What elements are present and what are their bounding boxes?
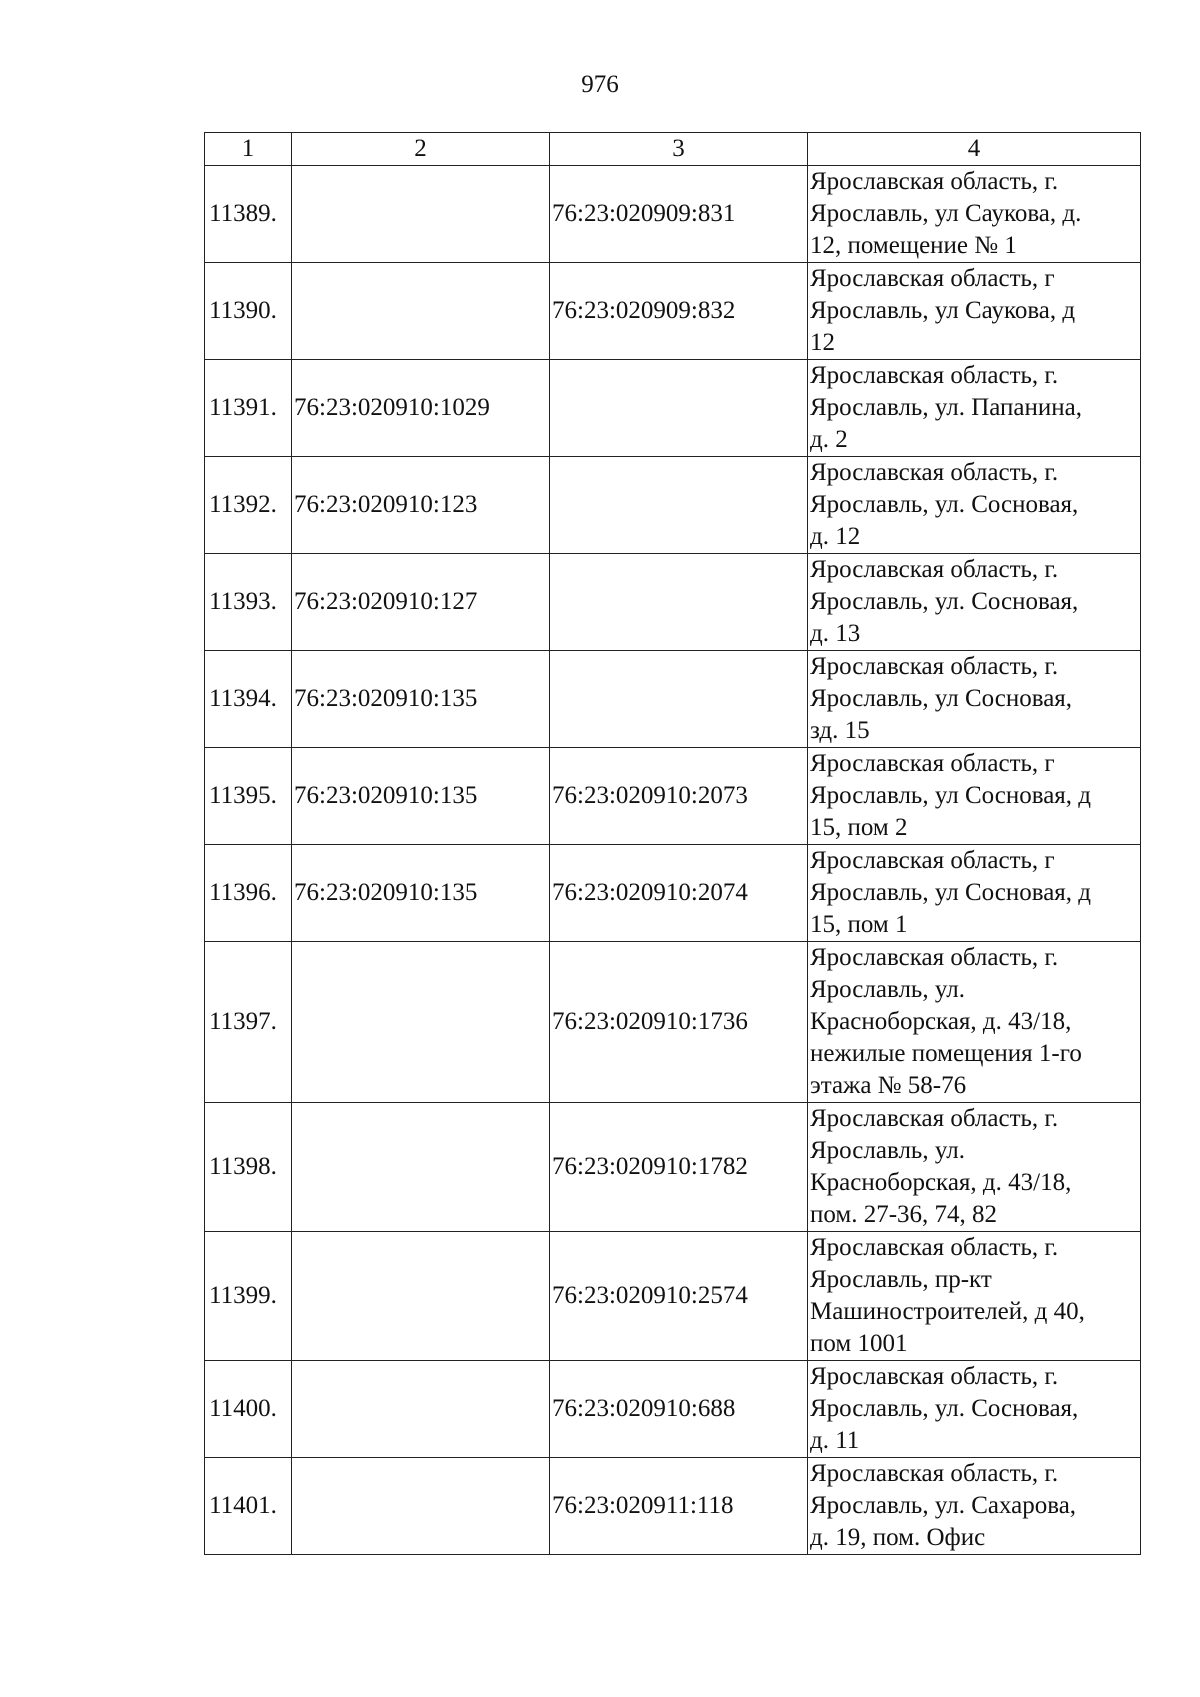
table-row bbox=[205, 554, 1141, 651]
row-number-cell: 11390. bbox=[205, 263, 292, 360]
table-row bbox=[205, 651, 1141, 748]
premises-cadastral-number-cell bbox=[550, 554, 808, 651]
cadastral-number-cell: 76:23:020910:135 bbox=[292, 845, 550, 942]
cadastral-number-cell bbox=[292, 942, 550, 1103]
table-row bbox=[205, 1361, 1141, 1458]
cadastral-number-cell bbox=[292, 1361, 550, 1458]
premises-cadastral-number-cell: 76:23:020909:831 bbox=[550, 166, 808, 263]
row-number-cell: 11398. bbox=[205, 1103, 292, 1232]
column-header-1: 1 bbox=[205, 133, 292, 166]
premises-cadastral-number-cell: 76:23:020910:2574 bbox=[550, 1232, 808, 1361]
address-cell: Ярославская область, г Ярославль, ул Сосновая, д 15, пом 2 bbox=[808, 748, 1141, 845]
row-number-cell: 11400. bbox=[205, 1361, 292, 1458]
row-number-cell: 11396. bbox=[205, 845, 292, 942]
row-number-cell: 11401. bbox=[205, 1458, 292, 1555]
address-cell: Ярославская область, г. Ярославль, ул. Сосновая, д. 11 bbox=[808, 1361, 1141, 1458]
table-row bbox=[205, 1458, 1141, 1555]
premises-cadastral-number-cell: 76:23:020910:1782 bbox=[550, 1103, 808, 1232]
address-cell: Ярославская область, г. Ярославль, ул. Сосновая, д. 12 bbox=[808, 457, 1141, 554]
premises-cadastral-number-cell bbox=[550, 457, 808, 554]
column-header-2: 2 bbox=[292, 133, 550, 166]
cadastral-number-cell: 76:23:020910:135 bbox=[292, 651, 550, 748]
cadastral-number-cell bbox=[292, 263, 550, 360]
row-number-cell: 11394. bbox=[205, 651, 292, 748]
row-number-cell: 11395. bbox=[205, 748, 292, 845]
premises-cadastral-number-cell bbox=[550, 360, 808, 457]
cadastral-number-cell bbox=[292, 166, 550, 263]
cadastral-number-cell bbox=[292, 1232, 550, 1361]
cadastral-number-cell bbox=[292, 1103, 550, 1232]
premises-cadastral-number-cell: 76:23:020910:2074 bbox=[550, 845, 808, 942]
cadastral-number-cell: 76:23:020910:135 bbox=[292, 748, 550, 845]
address-cell: Ярославская область, г. Ярославль, пр-кт Машиностроителей, д 40, пом 1001 bbox=[808, 1232, 1141, 1361]
cadastral-number-cell: 76:23:020910:1029 bbox=[292, 360, 550, 457]
table-row bbox=[205, 457, 1141, 554]
registry-table bbox=[204, 132, 1141, 1555]
premises-cadastral-number-cell bbox=[550, 651, 808, 748]
address-cell: Ярославская область, г. Ярославль, ул Сосновая, зд. 15 bbox=[808, 651, 1141, 748]
address-cell: Ярославская область, г. Ярославль, ул. Сосновая, д. 13 bbox=[808, 554, 1141, 651]
row-number-cell: 11399. bbox=[205, 1232, 292, 1361]
address-cell: Ярославская область, г. Ярославль, ул. Красноборская, д. 43/18, нежилые помещения 1-го этажа № 58-76 bbox=[808, 942, 1141, 1103]
address-cell: Ярославская область, г. Ярославль, ул. Сахарова, д. 19, пом. Офис bbox=[808, 1458, 1141, 1555]
table-row bbox=[205, 748, 1141, 845]
premises-cadastral-number-cell: 76:23:020909:832 bbox=[550, 263, 808, 360]
premises-cadastral-number-cell: 76:23:020910:688 bbox=[550, 1361, 808, 1458]
row-number-cell: 11389. bbox=[205, 166, 292, 263]
table-row bbox=[205, 166, 1141, 263]
address-cell: Ярославская область, г. Ярославль, ул. Папанина, д. 2 bbox=[808, 360, 1141, 457]
column-header-3: 3 bbox=[550, 133, 808, 166]
table-row bbox=[205, 263, 1141, 360]
table-row bbox=[205, 845, 1141, 942]
row-number-cell: 11397. bbox=[205, 942, 292, 1103]
address-cell: Ярославская область, г Ярославль, ул Сосновая, д 15, пом 1 bbox=[808, 845, 1141, 942]
premises-cadastral-number-cell: 76:23:020911:118 bbox=[550, 1458, 808, 1555]
premises-cadastral-number-cell: 76:23:020910:2073 bbox=[550, 748, 808, 845]
cadastral-number-cell bbox=[292, 1458, 550, 1555]
table-row bbox=[205, 942, 1141, 1103]
table-row bbox=[205, 1232, 1141, 1361]
address-cell: Ярославская область, г. Ярославль, ул. Красноборская, д. 43/18, пом. 27-36, 74, 82 bbox=[808, 1103, 1141, 1232]
cadastral-number-cell: 76:23:020910:123 bbox=[292, 457, 550, 554]
table-row bbox=[205, 1103, 1141, 1232]
table-header-row bbox=[205, 133, 1141, 166]
premises-cadastral-number-cell: 76:23:020910:1736 bbox=[550, 942, 808, 1103]
table-row bbox=[205, 360, 1141, 457]
address-cell: Ярославская область, г. Ярославль, ул Саукова, д. 12, помещение № 1 bbox=[808, 166, 1141, 263]
column-header-4: 4 bbox=[808, 133, 1141, 166]
page-number: 976 bbox=[581, 71, 619, 98]
row-number-cell: 11393. bbox=[205, 554, 292, 651]
cadastral-number-cell: 76:23:020910:127 bbox=[292, 554, 550, 651]
address-cell: Ярославская область, г Ярославль, ул Саукова, д 12 bbox=[808, 263, 1141, 360]
row-number-cell: 11392. bbox=[205, 457, 292, 554]
row-number-cell: 11391. bbox=[205, 360, 292, 457]
